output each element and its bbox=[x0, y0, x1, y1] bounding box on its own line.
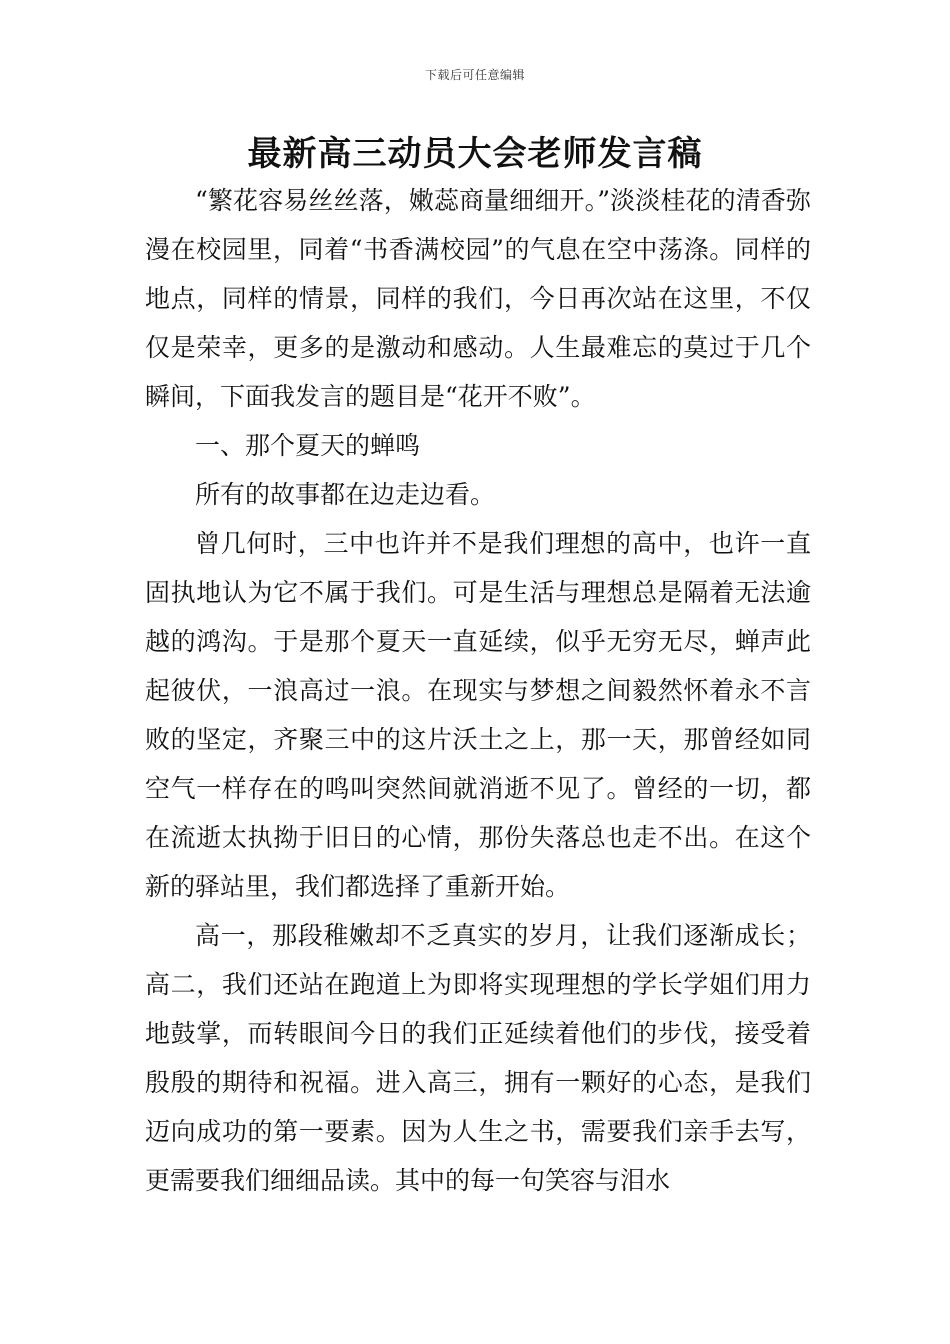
document-body bbox=[145, 176, 811, 1205]
paragraph-lead: 所有的故事都在边走边看。 bbox=[195, 480, 496, 509]
document-title: 最新高三动员大会老师发言稿 bbox=[247, 134, 703, 174]
paragraph-memory: 曾几何时，三中也许并不是我们理想的高中，也许一直固执地认为它不属于我们。可是生活与理想总是隔着无法逾越的鸿沟。于是那个夏天一直延续，似乎无穷无尽，蝉声此起彼伏，一浪高过一浪。在现实与梦想之间毅然怀着永不言败的坚定，齐聚三中的这片沃土之上，那一天，那曾经如同空气一样存在的鸣叫突然间就消逝不见了。曾经的一切，都在流逝太执拗于旧日的心情，那份失落总也走不出。在这个新的驿站里，我们都选择了重新开始。 bbox=[145, 529, 811, 901]
header-note: 下载后可任意编辑 bbox=[424, 68, 525, 82]
section-heading: 一、那个夏天的蝉鸣 bbox=[195, 431, 421, 460]
paragraph-intro: “繁花容易丝丝落，嫩蕊商量细细开。”淡淡桂花的清香弥漫在校园里，同着“书香满校园”的气息在空中荡涤。同样的地点，同样的情景，同样的我们，今日再次站在这里，不仅仅是荣幸，更多的是激动和感动。人生最难忘的莫过于几个瞬间，下面我发言的题目是“花开不败”。 bbox=[145, 186, 811, 411]
paragraph-growth: 高一，那段稚嫩却不乏真实的岁月，让我们逐渐成长；高二，我们还站在跑道上为即将实现理想的学长学姐们用力地鼓掌，而转眼间今日的我们正延续着他们的步伐，接受着殷殷的期待和祝福。进入高三，拥有一颗好的心态，是我们迈向成功的第一要素。因为人生之书，需要我们亲手去写，更需要我们细细品读。其中的每一句笑容与泪水 bbox=[145, 921, 811, 1195]
